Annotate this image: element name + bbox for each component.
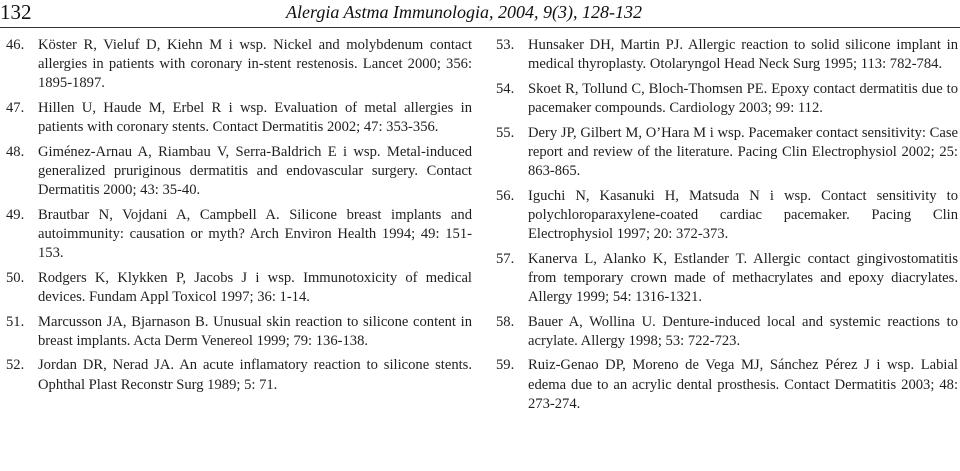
reference-item	[496, 187, 958, 245]
reference-text: Ruiz-Genao DP, Moreno de Vega MJ, Sánchez Pérez J i wsp. Labial edema due to an acrylic dental prosthesis. Contact Dermatitis 2003; 48: 273-274.	[528, 357, 958, 412]
reference-text: Dery JP, Gilbert M, O’Hara M i wsp. Pacemaker contact sensitivity: Case report and review of the literature. Pacing Clin Electrophysiol 2002; 25: 863-865.	[528, 124, 958, 179]
reference-number: 52.	[6, 357, 25, 374]
journal-citation: Alergia Astma Immunologia, 2004, 9(3), 128-132	[286, 2, 642, 22]
reference-number: 46.	[6, 37, 25, 53]
reference-text: Skoet R, Tollund C, Bloch-Thomsen PE. Epoxy contact dermatitis due to pacemaker compounds. Cardiology 2003; 99: 112.	[528, 80, 958, 116]
reference-text: Kanerva L, Alanko K, Estlander T. Allergic contact gingivostomatitis from temporary crown made of methacrylates and epoxy diacrylates. Allergy 1999; 54: 1316-1321.	[528, 250, 958, 305]
reference-item	[496, 36, 958, 74]
reference-item	[6, 356, 472, 394]
reference-item	[496, 250, 958, 308]
reference-number: 48.	[6, 143, 25, 160]
reference-number: 55.	[496, 124, 515, 141]
reference-number: 47.	[6, 100, 25, 116]
reference-number: 58.	[496, 313, 515, 330]
reference-item	[6, 143, 472, 201]
reference-number: 56.	[496, 187, 515, 204]
reference-item	[496, 124, 958, 182]
reference-text: Iguchi N, Kasanuki H, Matsuda N i wsp. Contact sensitivity to polychloroparaxylene-coated cardiac pacemaker. Pacing Clin Electrophysiol 1997; 20: 372-373.	[528, 187, 958, 242]
header-rule	[0, 27, 960, 28]
reference-text: Köster R, Vieluf D, Kiehn M i wsp. Nickel and molybdenum contact allergies in patients with coronary in-stent restenosis. Lancet 2000; 356: 1895-1897.	[38, 37, 472, 92]
reference-number: 57.	[496, 250, 515, 267]
page-number: 132	[0, 0, 32, 24]
reference-text: Jordan DR, Nerad JA. An acute inflamatory reaction to silicone stents. Ophthal Plast Reconstr Surg 1989; 5: 71.	[38, 357, 472, 393]
reference-item	[496, 356, 958, 414]
reference-item	[496, 313, 958, 351]
reference-number: 49.	[6, 206, 25, 223]
page-header	[0, 0, 960, 30]
reference-text: Giménez-Arnau A, Riambau V, Serra-Baldrich E i wsp. Metal-induced generalized pruriginous dermatitis and endovascular surgery. Contact Dermatitis 2000; 43: 35-40.	[38, 143, 472, 199]
reference-text: Brautbar N, Vojdani A, Campbell A. Silicone breast implants and autoimmunity: causation or myth? Arch Environ Health 1994; 49: 151-153.	[38, 206, 472, 262]
references-column-right	[496, 36, 958, 419]
reference-number: 50.	[6, 269, 25, 286]
reference-item	[6, 206, 472, 264]
reference-item	[6, 36, 472, 94]
reference-item	[6, 269, 472, 307]
reference-number: 53.	[496, 37, 515, 53]
reference-number: 51.	[6, 313, 25, 330]
reference-text: Rodgers K, Klykken P, Jacobs J i wsp. Immunotoxicity of medical devices. Fundam Appl Toxicol 1997; 36: 1-14.	[38, 269, 472, 305]
reference-item	[6, 99, 472, 137]
reference-text: Marcusson JA, Bjarnason B. Unusual skin reaction to silicone content in breast implants. Acta Derm Venereol 1999; 79: 136-138.	[38, 313, 472, 349]
reference-text: Hunsaker DH, Martin PJ. Allergic reaction to solid silicone implant in medical thyroplasty. Otolaryngol Head Neck Surg 1995; 113: 782-784.	[528, 37, 958, 73]
reference-number: 59.	[496, 357, 515, 374]
references-column-left	[6, 36, 472, 400]
reference-text: Hillen U, Haude M, Erbel R i wsp. Evaluation of metal allergies in patients with coronary stents. Contact Dermatitis 2002; 47: 353-356.	[38, 100, 472, 136]
reference-number: 54.	[496, 80, 515, 97]
reference-item	[6, 313, 472, 351]
reference-item	[496, 80, 958, 118]
reference-text: Bauer A, Wollina U. Denture-induced local and systemic reactions to acrylate. Allergy 1998; 53: 722-723.	[528, 313, 958, 349]
